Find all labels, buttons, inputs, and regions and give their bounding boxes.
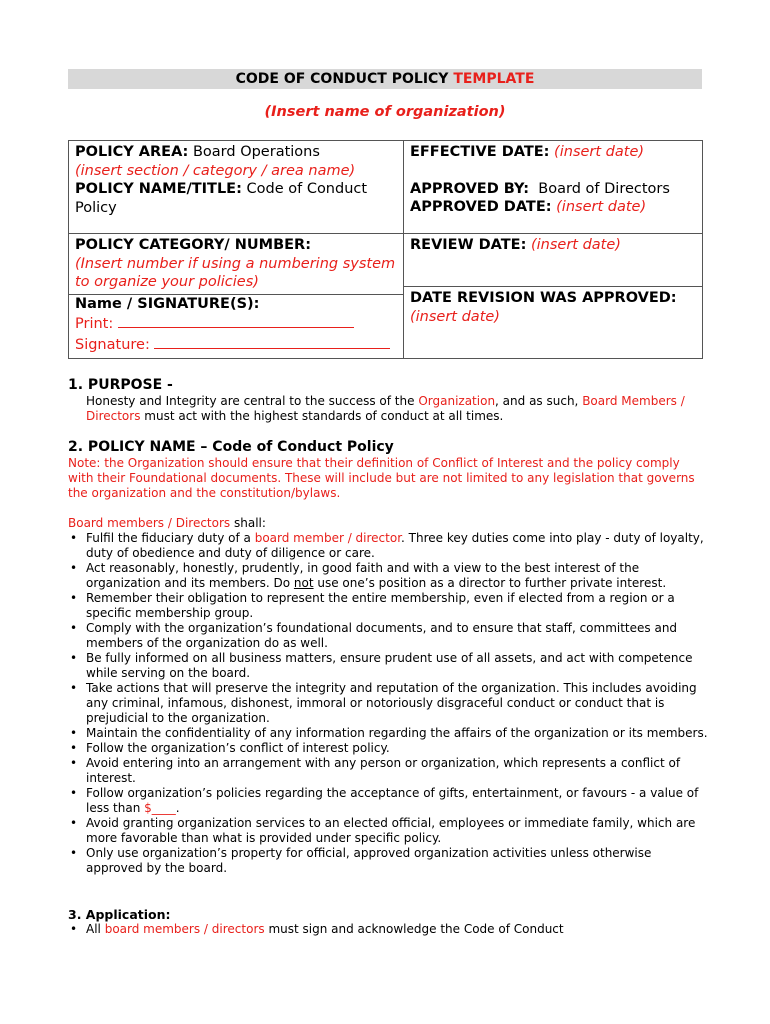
effective-approved-cell	[404, 141, 703, 234]
approved-date-label: APPROVED DATE:	[410, 199, 552, 215]
policy-intro	[68, 516, 708, 531]
policy-name-value: Code of Conduct Policy	[75, 181, 368, 216]
review-date-label: REVIEW DATE:	[410, 237, 527, 253]
title-accent: TEMPLATE	[453, 71, 535, 87]
revision-date-value: (insert date)	[410, 308, 500, 325]
policy-area-label: POLICY AREA:	[75, 144, 189, 160]
purpose-text-3: must act with the highest standards of conduct at all times.	[140, 409, 504, 423]
print-name-line[interactable]	[118, 313, 354, 328]
policy-intro-red: Board members / Directors	[68, 516, 231, 530]
category-signature-cell	[69, 234, 404, 359]
purpose-text-1: Honesty and Integrity are central to the success of the	[86, 394, 419, 408]
purpose-board: Board Members / Directors	[86, 394, 685, 423]
policy-heading: 2. POLICY NAME – Code of Conduct Policy	[68, 439, 394, 455]
effective-date-value: (insert date)	[549, 144, 645, 160]
effective-date-label: EFFECTIVE DATE:	[410, 144, 550, 160]
document-title	[68, 69, 702, 89]
b1-red: board member / director	[254, 531, 402, 545]
list-item	[68, 786, 708, 816]
policy-note: Note: the Organization should ensure that their definition of Conflict of Interest and the policy comply with their Foundational documents. These will include but are not limited to any legislation that governs the organization and the constitution/bylaws.	[68, 456, 695, 500]
b2-pre: Act reasonably, honestly, prudently, in good faith and with a view to the best interest of the organization and its members. Do	[86, 561, 640, 590]
list-item	[68, 531, 708, 561]
review-revision-cell	[404, 234, 703, 359]
policy-section	[68, 438, 708, 876]
purpose-org: Organization	[418, 394, 496, 408]
policy-area-hint: (insert section / category / area name)	[75, 162, 356, 179]
list-item: • Be fully informed on all business matters, ensure prudent use of all assets, and act with competence while serving on the board.	[68, 651, 708, 681]
list-item: • Take actions that will preserve the integrity and reputation of the organization. This includes avoiding any criminal, infamous, dishonest, immoral or notoriously disgraceful conduct or conduct that is prejudicial to the organization.	[68, 681, 708, 726]
purpose-heading: 1. PURPOSE -	[68, 377, 173, 393]
organization-name-placeholder: (Insert name of organization)	[264, 104, 506, 120]
policy-area-value: Board Operations	[188, 144, 320, 160]
app-red: board members / directors	[104, 922, 265, 936]
app-pre: All	[86, 922, 105, 936]
purpose-section	[68, 376, 708, 424]
b10-post: .	[175, 801, 180, 815]
list-item: • Maintain the confidentiality of any information regarding the affairs of the organization or its members.	[68, 726, 708, 741]
review-date-value: (insert date)	[526, 237, 621, 253]
duties-list	[68, 531, 708, 876]
approved-date-value: (insert date)	[551, 199, 647, 215]
list-item: • Follow the organization’s conflict of interest policy.	[68, 741, 708, 756]
b2-post: use one’s position as a director to further private interest.	[313, 576, 667, 590]
application-heading: 3. Application:	[68, 907, 171, 922]
revision-date-label: DATE REVISION WAS APPROVED:	[410, 290, 677, 306]
list-item: • Avoid entering into an arrangement with any person or organization, which represents a conflict of interest.	[68, 756, 708, 786]
list-item: • Only use organization’s property for official, approved organization activities unless otherwise approved by the board.	[68, 846, 708, 876]
list-item: • Remember their obligation to represent the entire membership, even if elected from a region or a specific membership group.	[68, 591, 708, 621]
signature-line-label: Signature:	[75, 336, 155, 353]
list-item: • Comply with the organization’s foundational documents, and to ensure that staff, committees and members of the organization do as well.	[68, 621, 708, 651]
purpose-text-2: , and as such,	[495, 394, 583, 408]
b10-red: $____	[144, 801, 176, 815]
list-item	[68, 922, 708, 937]
list-item: • Avoid granting organization services to an elected official, employees or immediate family, which are more favorable than what is provided under specific policy.	[68, 816, 708, 846]
print-label: Print:	[75, 316, 118, 332]
application-list	[68, 922, 708, 937]
policy-category-label: POLICY CATEGORY/ NUMBER:	[75, 237, 312, 253]
title-main: CODE OF CONDUCT POLICY	[235, 71, 454, 87]
signature-label: Name / SIGNATURE(S):	[75, 295, 260, 312]
b1-pre: Fulfil the fiduciary duty of a	[86, 531, 255, 545]
approved-by-value: Board of Directors	[529, 180, 670, 197]
b1-post: . Three key duties come into play - duty of loyalty, duty of obedience and duty of diligence or care.	[86, 531, 704, 560]
application-section	[68, 907, 708, 937]
policy-area-cell	[69, 141, 404, 234]
b2-underline: not	[293, 576, 314, 590]
policy-info-table	[68, 140, 703, 359]
app-post: must sign and acknowledge the Code of Conduct	[264, 922, 564, 936]
b10-pre: Follow organization’s policies regarding the acceptance of gifts, entertainment, or favours - a value of less than	[86, 786, 699, 815]
purpose-text	[68, 394, 708, 424]
signature-line[interactable]	[154, 334, 390, 349]
list-item	[68, 561, 708, 591]
policy-name-label: POLICY NAME/TITLE:	[75, 181, 242, 197]
policy-category-hint: (Insert number if using a numbering system to organize your policies)	[75, 255, 396, 290]
policy-intro-rest: shall:	[230, 516, 266, 530]
approved-by-label: APPROVED BY:	[410, 180, 530, 197]
